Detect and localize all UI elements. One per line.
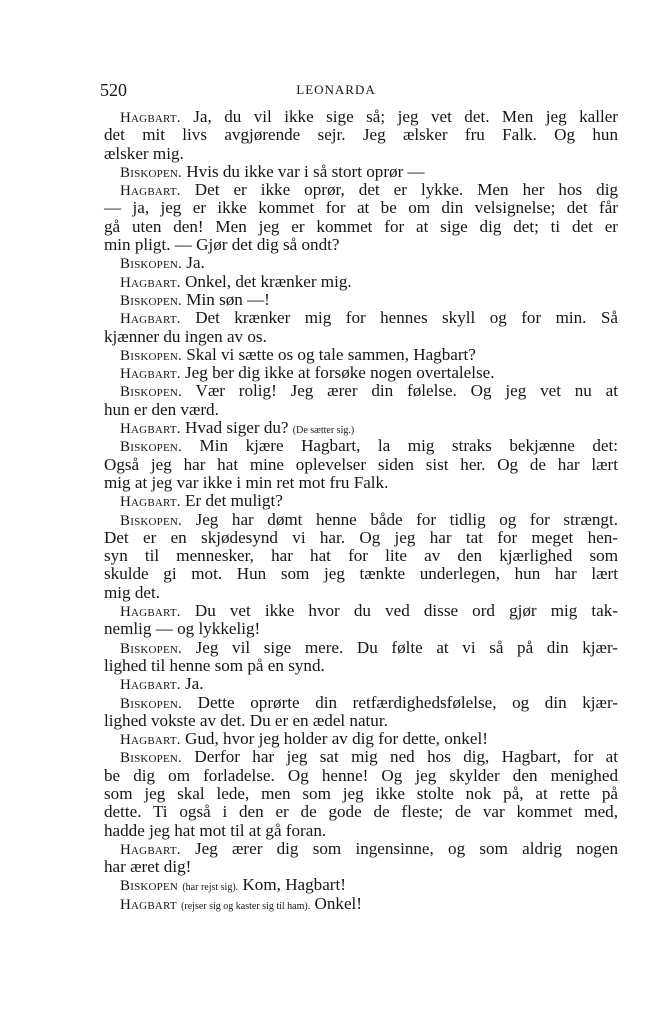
continuation-line (104, 456, 618, 474)
dialogue-text: Jeg har dømt henne både for tidlig og for strængt. (195, 509, 618, 529)
dialogue-text: nemlig — og lykkelig! (104, 619, 261, 639)
dialogue-text: hadde jeg hat mot til at gå foran. (104, 820, 327, 840)
speaker-name: Biskopen. (120, 256, 183, 273)
continuation-line (104, 565, 618, 583)
speech-line (104, 511, 618, 529)
speaker-name: Biskopen. (120, 512, 183, 529)
continuation-line (104, 199, 618, 217)
speaker-name: Biskopen. (120, 640, 183, 657)
speech-line (104, 254, 618, 272)
dialogue-text: Min kjære Hagbart, la mig straks bekjænne det: (199, 436, 618, 456)
dialogue-text: lighed til henne som på en synd. (104, 655, 325, 675)
speaker-name: Biskopen. (120, 164, 183, 181)
dialogue-text: lighed vokste av det. Du er en ædel natur. (104, 710, 388, 730)
continuation-line (104, 218, 618, 236)
dialogue-text: Ja. (186, 253, 205, 273)
dialogue-text: Vær rolig! Jeg ærer din følelse. Og jeg vet nu at (195, 381, 619, 401)
continuation-line (104, 529, 618, 547)
dialogue-text: Det krænker mig for hennes skyll og for min. Så (195, 308, 618, 328)
speaker-name: Hagbart. (120, 732, 181, 749)
speaker-name: Biskopen. (120, 347, 183, 364)
stage-direction: (De sætter sig.) (292, 425, 355, 437)
continuation-line (104, 712, 618, 730)
dialogue-text: Min søn —! (186, 289, 270, 309)
page-header (0, 80, 672, 104)
dialogue-text: ælsker mig. (104, 143, 184, 163)
continuation-line (104, 822, 618, 840)
dialogue-text: Jeg ber dig ikke at forsøke nogen overtalelse. (185, 363, 495, 383)
speech-line (104, 639, 618, 657)
dialogue-text: mig det. (104, 582, 161, 602)
speech-line (104, 181, 618, 199)
dialogue-text: be dig om forladelse. Og henne! Og jeg skylder den menighed (104, 765, 618, 785)
dialogue-text: Onkel, det krænker mig. (185, 271, 352, 291)
dialogue-text: Det er en skjødesynd vi har. Og jeg har tat for meget hen- (104, 527, 618, 547)
continuation-line (104, 328, 618, 346)
continuation-line (104, 236, 618, 254)
speech-line (104, 273, 618, 291)
running-head: LEONARDA (296, 82, 376, 97)
dialogue-text: som jeg skal lede, men som jeg ikke stolte nok på, at rette på (104, 783, 618, 803)
dialogue-text: Jeg vil sige mere. Du følte at vi så på din kjær- (195, 637, 618, 657)
dialogue-text: hun er den værd. (104, 399, 219, 419)
stage-direction: (har rejst sig). (182, 882, 239, 894)
speech-line (104, 876, 618, 894)
dialogue-text: skulde gi mot. Hun som jeg tænkte underlegen, hun har lært (104, 564, 618, 584)
dialogue-text: dette. Ti også i den er de gode de fleste; de var kommet med, (104, 802, 618, 822)
dialogue-text: har æret dig! (104, 857, 192, 877)
speech-line (104, 492, 618, 510)
speaker-name: Biskopen (120, 878, 179, 895)
play-dialogue (104, 108, 618, 913)
speaker-name: Hagbart. (120, 183, 181, 200)
speech-line (104, 694, 618, 712)
speaker-name: Biskopen. (120, 384, 183, 401)
dialogue-text: Onkel! (314, 893, 362, 913)
dialogue-text: Derfor har jeg sat mig ned hos dig, Hagbart, for at (194, 747, 619, 767)
continuation-line (104, 767, 618, 785)
speech-line (104, 163, 618, 181)
dialogue-text: Er det muligt? (185, 491, 283, 511)
speaker-name: Biskopen. (120, 750, 183, 767)
speaker-name: Hagbart. (120, 421, 181, 438)
speaker-name: Hagbart. (120, 274, 181, 291)
dialogue-text: Ja, du vil ikke sige så; jeg vet det. Men jeg kaller (193, 107, 618, 126)
continuation-line (104, 126, 618, 144)
dialogue-text: Også jeg har hat mine oplevelser siden sist her. Og de har lært (104, 454, 618, 474)
continuation-line (104, 584, 618, 602)
speech-line (104, 291, 618, 309)
speech-line (104, 108, 618, 126)
speaker-name: Hagbart. (120, 494, 181, 511)
continuation-line (104, 785, 618, 803)
dialogue-text: Kom, Hagbart! (242, 875, 346, 895)
continuation-line (104, 145, 618, 163)
speech-line (104, 602, 618, 620)
speaker-name: Biskopen. (120, 439, 183, 456)
speech-line (104, 309, 618, 327)
speaker-name: Hagbart. (120, 311, 181, 328)
dialogue-text: Det er ikke oprør, det er lykke. Men her hos dig (194, 180, 618, 200)
continuation-line (104, 547, 618, 565)
speaker-name: Hagbart. (120, 677, 181, 694)
speaker-name: Biskopen. (120, 695, 183, 712)
dialogue-text: det mit livs avgjørende sejr. Jeg ælsker fru Falk. Og hun (104, 125, 618, 145)
speech-line (104, 840, 618, 858)
continuation-line (104, 858, 618, 876)
speech-line (104, 748, 618, 766)
speech-line (104, 895, 618, 913)
speech-line (104, 382, 618, 400)
dialogue-text: Hvis du ikke var i så stort oprør — (186, 161, 425, 181)
page-number: 520 (100, 80, 127, 100)
speech-line (104, 437, 618, 455)
speaker-name: Hagbart. (120, 841, 181, 858)
speech-line (104, 419, 618, 437)
speaker-name: Hagbart. (120, 110, 181, 126)
dialogue-text: gå uten den! Men jeg er kommet for at sige dig det; ti det er (104, 216, 618, 236)
continuation-line (104, 401, 618, 419)
continuation-line (104, 803, 618, 821)
dialogue-text: Skal vi sætte os og tale sammen, Hagbart? (186, 344, 476, 364)
dialogue-text: Ja. (185, 674, 204, 694)
speaker-name: Hagbart. (120, 366, 181, 383)
dialogue-text: min pligt. — Gjør det dig så ondt? (104, 235, 340, 255)
dialogue-text: syn til mennesker, har hat for lite av den kjærlighed som (104, 546, 618, 566)
continuation-line (104, 474, 618, 492)
dialogue-text: Du vet ikke hvor du ved disse ord gjør mig tak- (194, 601, 618, 621)
dialogue-text: Jeg ærer dig som ingensinne, og som aldrig nogen (195, 838, 618, 858)
continuation-line (104, 657, 618, 675)
dialogue-text: Hvad siger du? (185, 418, 289, 438)
speech-line (104, 730, 618, 748)
dialogue-text: Dette oprørte din retfærdighedsfølelse, og din kjær- (197, 692, 618, 712)
speech-line (104, 675, 618, 693)
speaker-name: Hagbart. (120, 604, 181, 621)
speech-line (104, 364, 618, 382)
continuation-line (104, 620, 618, 638)
speaker-name: Hagbart (120, 896, 177, 913)
dialogue-text: — ja, jeg er ikke kommet for at be om din velsignelse; det får (104, 198, 618, 218)
stage-direction: (rejser sig og kaster sig til ham). (181, 900, 311, 912)
dialogue-text: Gud, hvor jeg holder av dig for dette, onkel! (185, 729, 488, 749)
dialogue-text: kjænner du ingen av os. (104, 326, 267, 346)
speech-line (104, 346, 618, 364)
speaker-name: Biskopen. (120, 292, 183, 309)
dialogue-text: mig at jeg var ikke i min ret mot fru Falk. (104, 472, 389, 492)
